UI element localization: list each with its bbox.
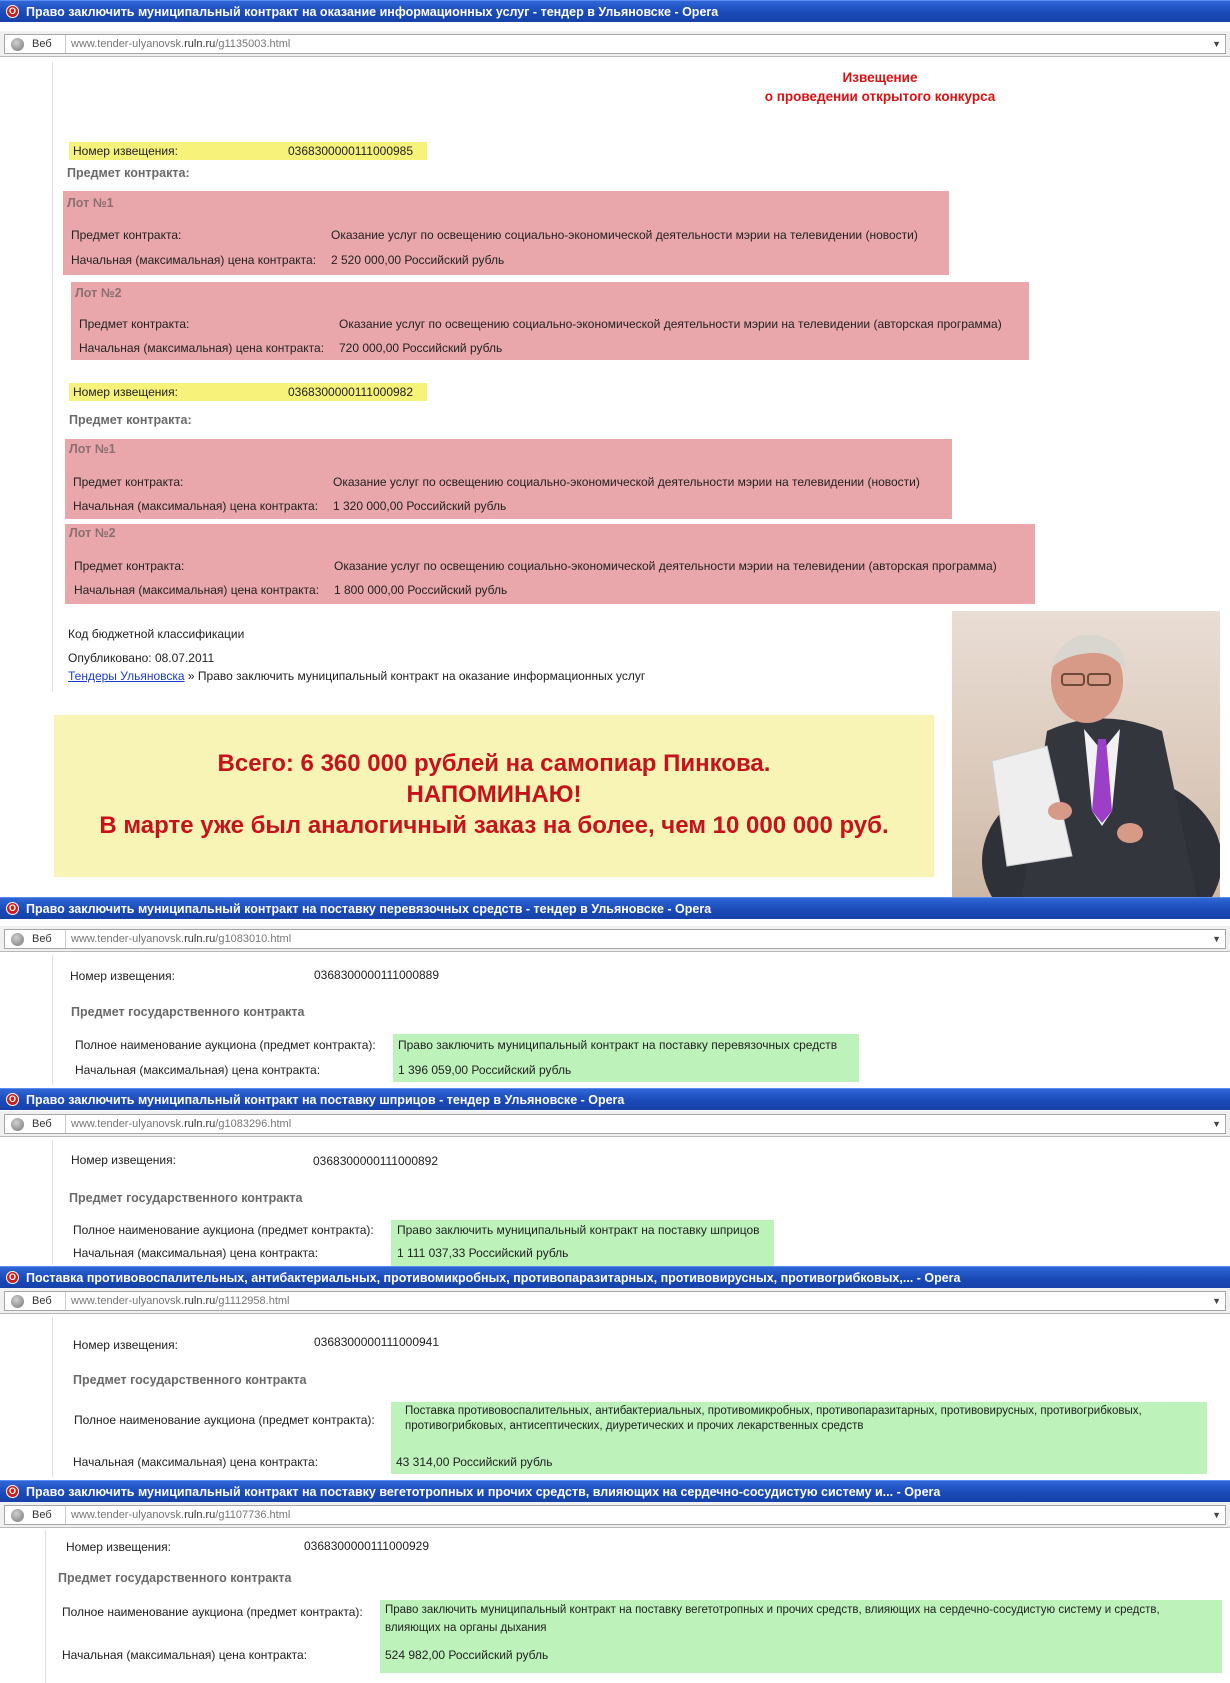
url-domain: ruln.ru [184, 933, 216, 945]
notice-number-label: Номер извещения: [71, 1153, 176, 1167]
lot-subject-label: Предмет контракта: [71, 228, 182, 242]
opera-icon: O [6, 5, 19, 18]
url-prefix: www.tender-ulyanovsk. [71, 1118, 185, 1130]
notice-number: 0368300000111000889 [314, 968, 440, 982]
url-domain: ruln.ru [184, 1118, 216, 1130]
auction-name-label: Полное наименование аукциона (предмет контракта): [75, 1038, 376, 1052]
auction-name: Право заключить муниципальный контракт на поставку перевязочных средств [398, 1038, 838, 1052]
lot-price: 720 000,00 Российский рубль [339, 341, 503, 355]
page-border [45, 1530, 46, 1683]
auction-price: 1 111 037,33 Российский рубль [397, 1246, 569, 1260]
notice-heading-line2: о проведении открытого конкурса [764, 89, 996, 104]
url-domain: ruln.ru [184, 1295, 216, 1307]
lot-subject: Оказание услуг по освещению социально-экономической деятельности мэрии на телевидении (новости) [331, 228, 918, 242]
lot-title: Лот №1 [69, 442, 116, 456]
opera-icon: O [6, 1485, 19, 1498]
address-label: Веб [32, 1292, 66, 1310]
address-bar [0, 1111, 1230, 1137]
url-prefix: www.tender-ulyanovsk. [71, 38, 185, 50]
address-label: Веб [32, 1506, 66, 1524]
url-path: /g1083010.html [215, 933, 292, 945]
chevron-down-icon[interactable]: ▼ [1212, 1296, 1221, 1306]
url-path: /g1112958.html [215, 1295, 290, 1307]
window-titlebar [0, 1480, 1230, 1502]
auction-name-label: Полное наименование аукциона (предмет контракта): [62, 1605, 363, 1619]
globe-icon [11, 933, 24, 946]
window-titlebar [0, 1266, 1230, 1288]
lot-subject-label: Предмет контракта: [74, 559, 185, 573]
url-prefix: www.tender-ulyanovsk. [71, 1295, 185, 1307]
section-label: Предмет государственного контракта [69, 1191, 303, 1205]
notice-number: 0368300000111000941 [314, 1335, 440, 1349]
contract-subject-label: Предмет контракта: [67, 166, 190, 180]
chevron-down-icon[interactable]: ▼ [1212, 934, 1221, 944]
chevron-down-icon[interactable]: ▼ [1212, 1510, 1221, 1520]
url-path: /g1135003.html [215, 38, 291, 50]
address-field[interactable] [4, 1291, 1226, 1311]
window-titlebar [0, 0, 1230, 22]
url-text[interactable] [71, 35, 290, 53]
opera-icon: O [6, 1271, 19, 1284]
window-title: Поставка противовоспалительных, антибактериальных, противомикробных, противопаразитарных, противовирусных, противогрибковых,... - Opera [26, 1271, 961, 1285]
url-text[interactable] [71, 1292, 290, 1310]
breadcrumb-current: » Право заключить муниципальный контракт на оказание информационных услуг [184, 669, 646, 683]
notice-heading [720, 68, 1040, 106]
url-text[interactable] [71, 1115, 291, 1133]
address-bar [0, 1288, 1230, 1314]
lot-subject-label: Предмет контракта: [73, 475, 184, 489]
lot-subject: Оказание услуг по освещению социально-экономической деятельности мэрии на телевидении (новости) [333, 475, 920, 489]
auction-name-line2: противогрибковых, антисептических, диуретических и прочих лекарственных средств [405, 1420, 864, 1432]
banner-line1: Всего: 6 360 000 рублей на самопиар Пинкова. [217, 750, 771, 777]
auction-price-label: Начальная (максимальная) цена контракта: [73, 1455, 319, 1469]
window-title: Право заключить муниципальный контракт на поставку перевязочных средств - тендер в Ульяновске - Opera [26, 902, 712, 916]
notice-number: 0368300000111000892 [313, 1154, 439, 1168]
notice-number-label: Номер извещения: [73, 385, 178, 399]
speaker-photo [952, 611, 1220, 897]
url-path: /g1107736.html [215, 1509, 291, 1521]
page-border [52, 955, 53, 1085]
lot-price-label: Начальная (максимальная) цена контракта: [71, 253, 317, 267]
auction-name-label: Полное наименование аукциона (предмет контракта): [74, 1413, 375, 1427]
auction-price-label: Начальная (максимальная) цена контракта: [73, 1246, 319, 1260]
speaker-illustration [952, 611, 1220, 897]
address-field[interactable] [4, 34, 1226, 54]
banner-line3: В марте уже был аналогичный заказ на более, чем 10 000 000 руб. [99, 812, 889, 839]
url-domain: ruln.ru [184, 1509, 216, 1521]
address-label: Веб [32, 1115, 66, 1133]
lot-title: Лот №2 [75, 286, 122, 300]
breadcrumb-link[interactable]: Тендеры Ульяновска [68, 669, 185, 683]
auction-price-label: Начальная (максимальная) цена контракта: [62, 1648, 308, 1662]
section-label: Предмет государственного контракта [58, 1571, 292, 1585]
auction-name-label: Полное наименование аукциона (предмет контракта): [73, 1223, 374, 1237]
window-title: Право заключить муниципальный контракт на оказание информационных услуг - тендер в Ульяновске - Opera [26, 5, 719, 19]
notice-number: 0368300000111000985 [288, 144, 414, 158]
breadcrumb [68, 669, 645, 683]
address-field[interactable] [4, 1114, 1226, 1134]
auction-name-line1: Поставка противовоспалительных, антибактериальных, противомикробных, противопаразитарных, противовирусных, противогрибковых, [405, 1405, 1142, 1417]
notice-heading-line1: Извещение [842, 70, 918, 85]
address-label: Веб [32, 930, 66, 948]
url-domain: ruln.ru [184, 38, 216, 50]
lot-price: 1 320 000,00 Российский рубль [333, 499, 507, 513]
lot-title: Лот №2 [69, 526, 116, 540]
auction-name-line2: влияющих на органы дыхания [385, 1622, 547, 1634]
page-border [52, 62, 53, 692]
lot-price-label: Начальная (максимальная) цена контракта: [79, 341, 325, 355]
auction-name-line1: Право заключить муниципальный контракт на поставку вегетотропных и прочих средств, влияющих на сердечно-сосудистую систему и средств, [385, 1604, 1160, 1616]
window-titlebar [0, 897, 1230, 919]
url-prefix: www.tender-ulyanovsk. [71, 1509, 185, 1521]
section-label: Предмет государственного контракта [73, 1373, 307, 1387]
address-field[interactable] [4, 929, 1226, 949]
notice-number-label: Номер извещения: [73, 1338, 178, 1352]
auction-price: 1 396 059,00 Российский рубль [398, 1063, 572, 1077]
notice-number: 0368300000111000982 [288, 385, 414, 399]
section-label: Предмет государственного контракта [71, 1005, 305, 1019]
url-prefix: www.tender-ulyanovsk. [71, 933, 185, 945]
budget-code-label: Код бюджетной классификации [68, 627, 245, 641]
globe-icon [11, 1118, 24, 1131]
auction-price: 524 982,00 Российский рубль [385, 1648, 549, 1662]
address-field[interactable] [4, 1505, 1226, 1525]
summary-banner [54, 715, 934, 877]
page-border [52, 1317, 53, 1477]
auction-price: 43 314,00 Российский рубль [396, 1455, 553, 1469]
address-bar [0, 31, 1230, 57]
url-text[interactable] [71, 1506, 290, 1524]
auction-name: Право заключить муниципальный контракт на поставку шприцов [397, 1223, 760, 1237]
opera-icon: O [6, 1093, 19, 1106]
lot-subject: Оказание услуг по освещению социально-экономической деятельности мэрии на телевидении (авторская программа) [334, 559, 997, 573]
notice-number: 0368300000111000929 [304, 1539, 430, 1553]
contract-subject-label: Предмет контракта: [69, 413, 192, 427]
window-title: Право заключить муниципальный контракт на поставку шприцов - тендер в Ульяновске - Opera [26, 1093, 625, 1107]
lot-price: 2 520 000,00 Российский рубль [331, 253, 505, 267]
address-bar [0, 1502, 1230, 1528]
address-bar [0, 926, 1230, 952]
notice-number-label: Номер извещения: [66, 1540, 171, 1554]
lot-price-label: Начальная (максимальная) цена контракта: [73, 499, 319, 513]
lot-price: 1 800 000,00 Российский рубль [334, 583, 508, 597]
window-title: Право заключить муниципальный контракт на поставку вегетотропных и прочих средств, влияющих на сердечно-сосудистую систему и... - Opera [26, 1485, 941, 1499]
globe-icon [11, 1295, 24, 1308]
url-path: /g1083296.html [215, 1118, 292, 1130]
globe-icon [11, 1509, 24, 1522]
lot-title: Лот №1 [67, 196, 114, 210]
published-date: Опубликовано: 08.07.2011 [68, 651, 215, 665]
address-label: Веб [32, 35, 66, 53]
opera-icon: O [6, 902, 19, 915]
chevron-down-icon[interactable]: ▼ [1212, 39, 1221, 49]
lot-subject: Оказание услуг по освещению социально-экономической деятельности мэрии на телевидении (авторская программа) [339, 317, 1002, 331]
lot-price-label: Начальная (максимальная) цена контракта: [74, 583, 320, 597]
globe-icon [11, 38, 24, 51]
notice-number-label: Номер извещения: [73, 144, 178, 158]
url-text[interactable] [71, 930, 291, 948]
lot-subject-label: Предмет контракта: [79, 317, 190, 331]
auction-price-label: Начальная (максимальная) цена контракта: [75, 1063, 321, 1077]
window-titlebar [0, 1088, 1230, 1110]
page-border [52, 1140, 53, 1265]
banner-line2: НАПОМИНАЮ! [406, 781, 582, 808]
chevron-down-icon[interactable]: ▼ [1212, 1119, 1221, 1129]
notice-number-label: Номер извещения: [70, 969, 175, 983]
